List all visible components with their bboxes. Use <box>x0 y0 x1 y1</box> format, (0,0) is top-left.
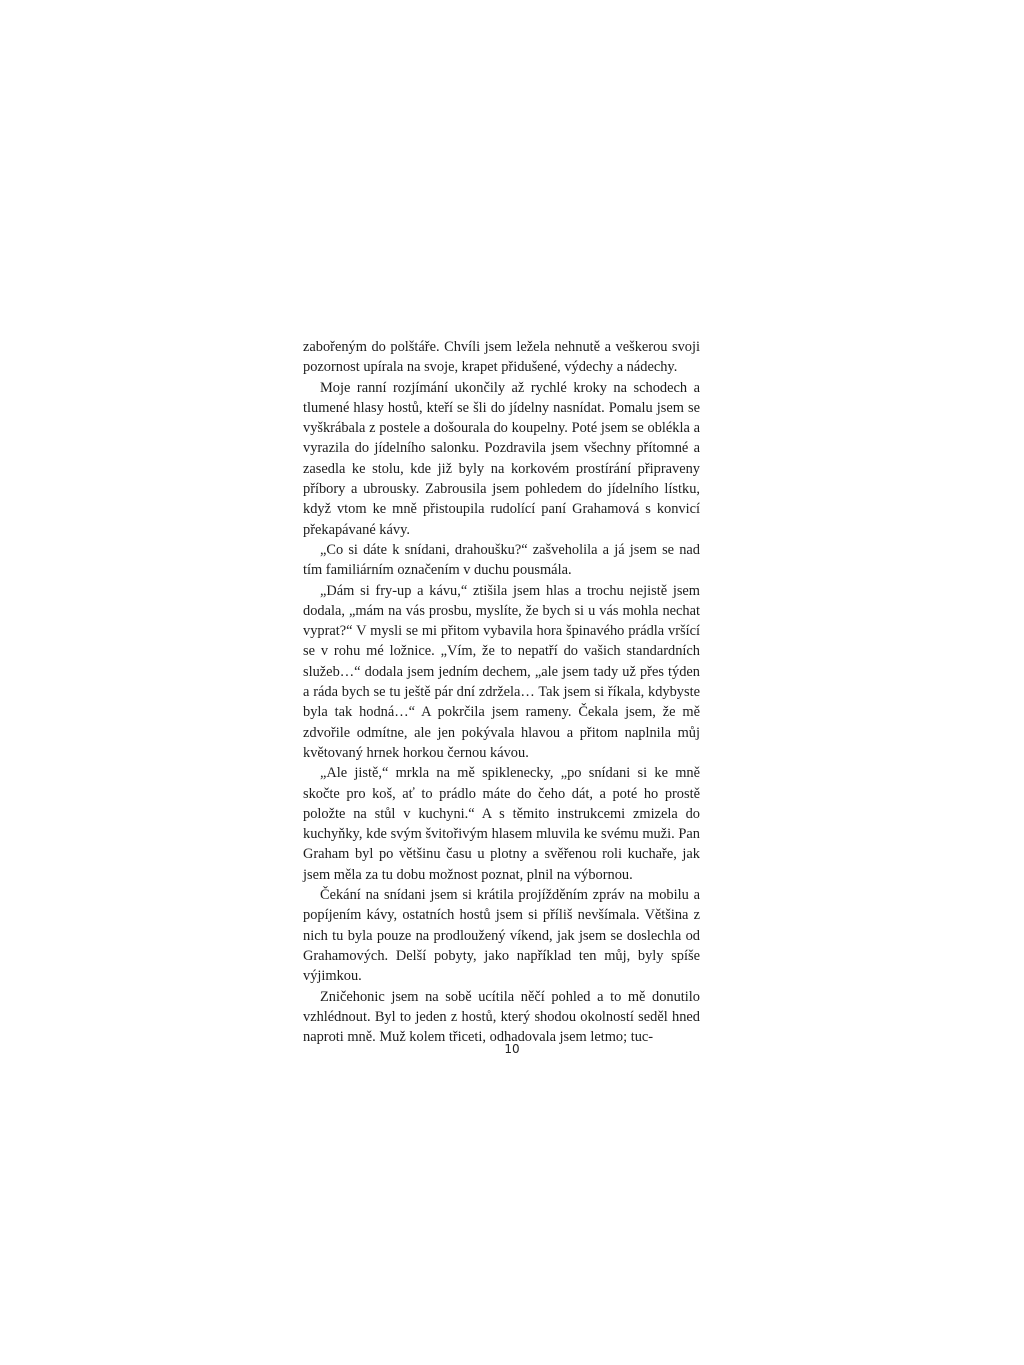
paragraph-7: Zničehonic jsem na sobě ucítila něčí pohled a to mě donutilo vzhlédnout. Byl to jeden z hostů, který shodou okolností seděl hned naproti mně. Muž kolem třiceti, odhadovala jsem letmo; tuc- <box>303 988 700 1046</box>
body-text <box>303 337 700 1047</box>
page-number: 10 <box>504 1042 520 1056</box>
paragraph-3: „Co si dáte k snídani, drahoušku?“ zašveholila a já jsem se nad tím familiárním označením v duchu pousmála. <box>303 541 700 579</box>
paragraph-5: „Ale jistě,“ mrkla na mě spiklenecky, „po snídani si ke mně skočte pro koš, ať to prádlo máte do čeho dát, a poté ho prostě položte na stůl v kuchyni.“ A s těmito instrukcemi zmizela do kuchyňky, kde svým švitořivým hlasem mluvila ke svému muži. Pan Graham byl po většinu času u plotny a svěřenou roli kuchaře, jak jsem měla za tu dobu možnost poznat, plnil na výbornou. <box>303 765 700 883</box>
paragraph-2: Moje ranní rozjímání ukončily až rychlé kroky na schodech a tlumené hlasy hostů, kteří se šli do jídelny nasnídat. Pomalu jsem se vyškrábala z postele a došourala do koupelny. Poté jsem se oblékla a vyrazila do jídelního salonku. Pozdravila jsem všechny přítomné a zasedla ke stolu, kde již byly na korkovém prostírání připraveny příbory a ubrousky. Zabrousila jsem pohledem do jídelního lístku, když vtom ke mně přistoupila rudolící paní Grahamová s konvicí překapávané kávy. <box>303 379 700 538</box>
paragraph-1: zabořeným do polštáře. Chvíli jsem ležela nehnutě a veškerou svoji pozornost upírala na svoje, krapet přidušené, výdechy a nádechy. <box>303 339 700 376</box>
paragraph-4: „Dám si fry-up a kávu,“ ztišila jsem hlas a trochu nejistě jsem dodala, „mám na vás prosbu, myslíte, že bych si u vás mohla nechat vyprat?“ V mysli se mi přitom vybavila hora špinavého prádla vršící se v rohu mé ložnice. „Vím, že to nepatří do vašich standardních služeb…“ dodala jsem jedním dechem, „ale jsem tady už přes týden a ráda bych se tu ještě pár dní zdržela… Tak jsem si říkala, kdybyste byla tak hodná…“ A pokrčila jsem rameny. Čekala jsem, že mě zdvořile odmítne, ale jen pokývala hlavou a přitom naplnila můj květovaný hrnek horkou černou kávou. <box>303 582 700 761</box>
paragraph-6: Čekání na snídani jsem si krátila projížděním zpráv na mobilu a popíjením kávy, ostatních hostů jsem si příliš nevšímala. Většina z nich tu byla pouze na prodloužený víkend, jak jsem se doslechla od Grahamových. Delší pobyty, jako například ten můj, byly spíše výjimkou. <box>303 887 700 985</box>
